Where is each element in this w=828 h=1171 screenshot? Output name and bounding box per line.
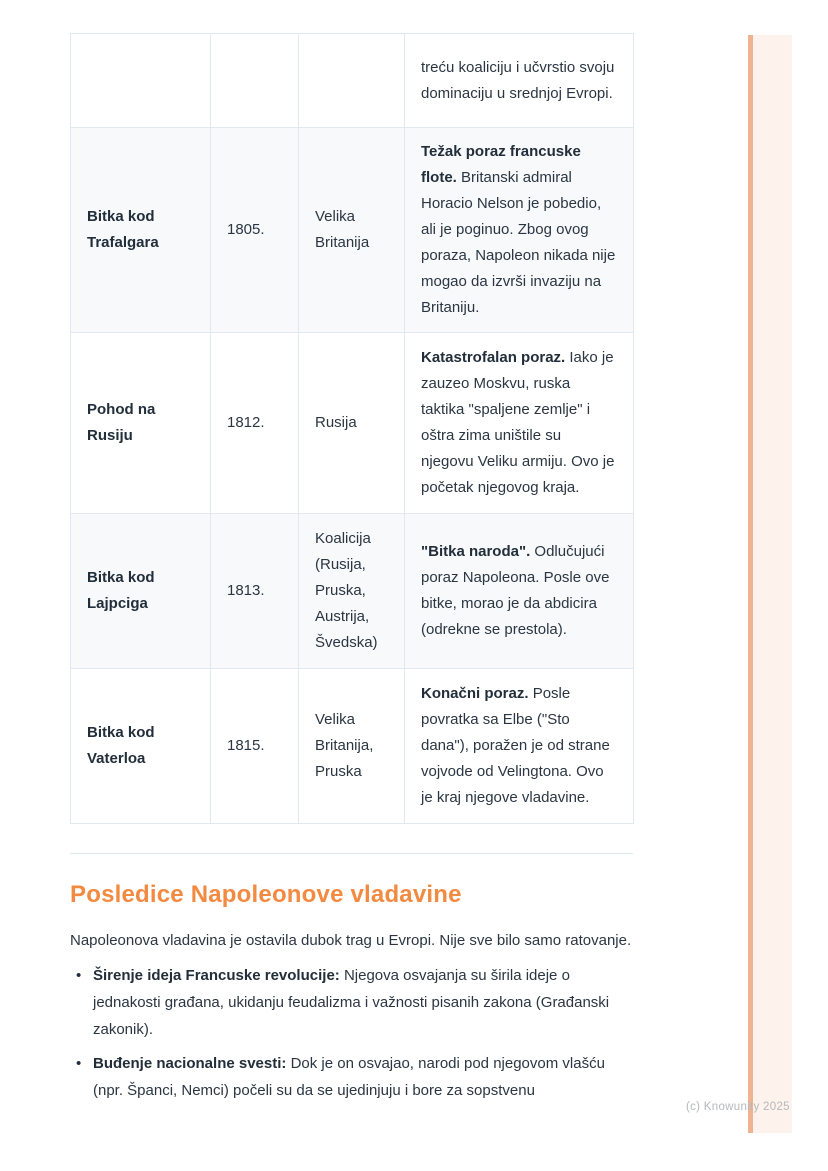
battle-desc: treću koaliciju i učvrstio svoju dominaciju u srednjoj Evropi. <box>421 58 615 102</box>
copyright-note: (c) Knowunity 2025 <box>686 1101 790 1113</box>
battle-name: Bitka kod Trafalgara <box>87 208 159 251</box>
battle-desc-cell <box>405 333 634 514</box>
table-row-russia <box>71 333 634 514</box>
section-divider <box>70 853 633 854</box>
battle-opponent-cell <box>299 669 405 824</box>
battle-name-cell <box>71 333 211 514</box>
battle-year-cell <box>211 669 299 824</box>
list-item-lead: Buđenje nacionalne svesti: <box>93 1055 287 1072</box>
bullet-icon: • <box>76 967 82 984</box>
battle-name-cell <box>71 34 211 128</box>
battle-desc-cell <box>405 514 634 669</box>
battle-opponent: Rusija <box>315 414 357 431</box>
battle-opponent-cell <box>299 514 405 669</box>
section-intro-paragraph: Napoleonova vladavina je ostavila dubok trag u Evropi. Nije sve bilo samo ratovanje. <box>70 932 632 949</box>
table-row-waterloo <box>71 669 634 824</box>
battle-desc-cell <box>405 669 634 824</box>
battle-opponent-cell <box>299 333 405 514</box>
page-edge-accent-bar <box>748 35 792 1133</box>
section-heading: Posledice Napoleonove vladavine <box>70 881 462 908</box>
battle-year: 1815. <box>227 737 265 754</box>
table-row-leipzig <box>71 514 634 669</box>
battle-name: Pohod na Rusiju <box>87 401 156 444</box>
bullet-icon: • <box>76 1055 82 1072</box>
consequences-list <box>70 962 633 1104</box>
battle-name-cell <box>71 514 211 669</box>
battle-name-cell <box>71 128 211 333</box>
list-item <box>70 1050 633 1104</box>
battle-year-cell <box>211 128 299 333</box>
page-content <box>70 33 633 1111</box>
battle-opponent-cell <box>299 128 405 333</box>
battle-desc-lead: Konačni poraz. <box>421 685 529 702</box>
battles-table <box>70 33 634 824</box>
list-item-lead: Širenje ideja Francuske revolucije: <box>93 967 340 984</box>
battle-desc-lead: Težak poraz francuske flote. <box>421 143 581 186</box>
table-row-trafalgar <box>71 128 634 333</box>
battle-year: 1813. <box>227 582 265 599</box>
battle-desc-lead: Katastrofalan poraz. <box>421 349 566 366</box>
battle-opponent: Velika Britanija <box>315 208 370 251</box>
list-item-text: Njegova osvajanja su širila ideje o jednakosti građana, ukidanju feudalizma i važnosti pisanih zakona (Građanski zakonik). <box>93 967 610 1038</box>
battle-name: Bitka kod Lajpciga <box>87 569 155 612</box>
battle-opponent: Koalicija (Rusija, Pruska, Austrija, Švedska) <box>315 530 378 651</box>
battle-opponent-cell <box>299 34 405 128</box>
battle-year: 1805. <box>227 221 265 238</box>
battle-name-cell <box>71 669 211 824</box>
battle-desc: Odlučujući poraz Napoleona. Posle ove bitke, morao je da abdicira (odrekne se prestola). <box>421 543 610 638</box>
battle-desc: Posle povratka sa Elbe ("Sto dana"), poražen je od strane vojvode od Velingtona. Ovo je kraj njegove vladavine. <box>421 685 610 806</box>
battle-desc: Iako je zauzeo Moskvu, ruska taktika "spaljene zemlje" i oštra zima uništile su njegovu Veliku armiju. Ovo je početak njegovog kraja. <box>421 349 615 496</box>
table-row-continued <box>71 34 634 128</box>
battle-year: 1812. <box>227 414 265 431</box>
battle-year-cell <box>211 514 299 669</box>
battle-desc-cell <box>405 128 634 333</box>
list-item <box>70 962 633 1043</box>
battle-desc-lead: "Bitka naroda". <box>421 543 531 560</box>
list-item-text: Dok je on osvajao, narodi pod njegovom vlašću (npr. Španci, Nemci) počeli su da se ujedinjuju i bore za sopstvenu <box>93 1055 605 1099</box>
battle-name: Bitka kod Vaterloa <box>87 724 155 767</box>
battle-year-cell <box>211 333 299 514</box>
battle-year-cell <box>211 34 299 128</box>
battle-desc: Britanski admiral Horacio Nelson je pobedio, ali je poginuo. Zbog ovog poraza, Napoleon nikada nije mogao da izvrši invaziju na Britaniju. <box>421 169 616 316</box>
battle-opponent: Velika Britanija, Pruska <box>315 711 374 780</box>
battle-desc-cell <box>405 34 634 128</box>
